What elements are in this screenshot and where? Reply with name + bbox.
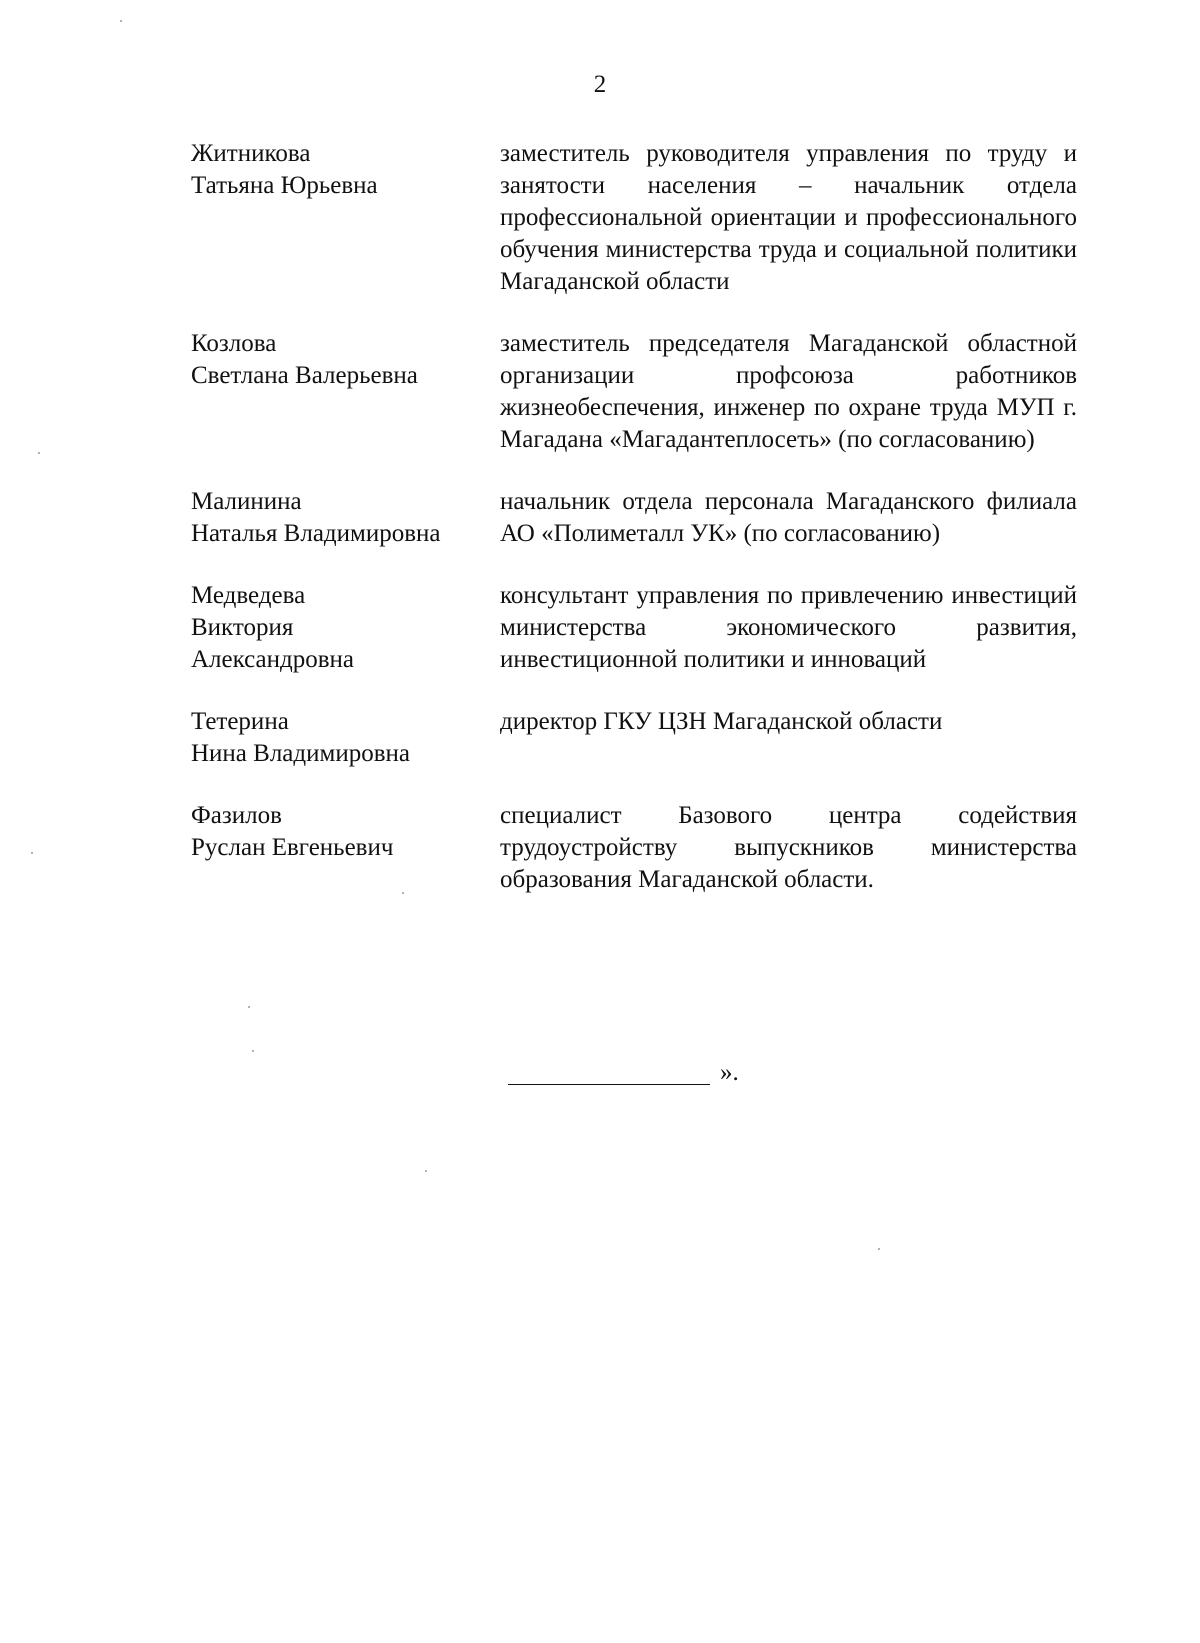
member-surname: Фазилов (191, 802, 282, 829)
member-name (191, 486, 500, 550)
member-position: специалист Базового центра содействия трудоустройству выпускников министерства образования Магаданской области. (500, 802, 1077, 893)
member-row (191, 580, 1077, 676)
scan-speck (402, 892, 404, 894)
scan-speck (31, 852, 33, 854)
member-surname: Житникова (191, 140, 311, 167)
member-surname: Медведева (191, 582, 306, 609)
member-surname: Козлова (191, 330, 277, 357)
page-number: 2 (593, 71, 607, 98)
signature-line (508, 1064, 710, 1085)
member-name (191, 580, 500, 676)
member-row (191, 706, 1077, 770)
member-row (191, 138, 1077, 298)
member-given-names: Татьяна Юрьевна (191, 172, 378, 199)
member-name (191, 328, 500, 456)
closing-mark (508, 1060, 739, 1085)
member-given-names: Виктория (191, 614, 294, 641)
scan-speck (252, 1050, 254, 1052)
member-position: заместитель руководителя управления по труду и занятости населения – начальник отдела профессиональной ориентации и профессионального обучения министерства труда и социальной политики Магаданской области (500, 140, 1077, 295)
scan-speck (248, 1006, 250, 1008)
member-position: консультант управления по привлечению инвестиций министерства экономического развития, инвестиционной политики и инноваций (500, 582, 1077, 673)
member-name (191, 138, 500, 298)
member-surname: Тетерина (191, 708, 289, 735)
member-position: заместитель председателя Магаданской областной организации профсоюза работников жизнеобеспечения, инженер по охране труда МУП г. Магадана «Магадантеплосеть» (по согласованию) (500, 330, 1077, 453)
member-row (191, 486, 1077, 550)
scan-speck (425, 1170, 427, 1172)
member-surname: Малинина (191, 488, 302, 515)
member-given-names: Александровна (191, 646, 355, 673)
member-given-names: Нина Владимировна (191, 740, 410, 767)
member-row (191, 800, 1077, 896)
member-given-names: Руслан Евгеньевич (191, 834, 394, 861)
member-given-names: Светлана Валерьевна (191, 362, 418, 389)
members-list (191, 138, 1077, 926)
scan-speck (38, 452, 40, 454)
member-row (191, 328, 1077, 456)
member-position: начальник отдела персонала Магаданского филиала АО «Полиметалл УК» (по согласованию) (500, 488, 1077, 547)
member-name (191, 800, 500, 896)
closing-quote: ». (720, 1059, 739, 1086)
member-position: директор ГКУ ЦЗН Магаданской области (500, 708, 943, 735)
member-given-names: Наталья Владимировна (191, 520, 441, 547)
member-name (191, 706, 500, 770)
scan-speck (120, 20, 122, 22)
scan-speck (878, 1248, 880, 1250)
